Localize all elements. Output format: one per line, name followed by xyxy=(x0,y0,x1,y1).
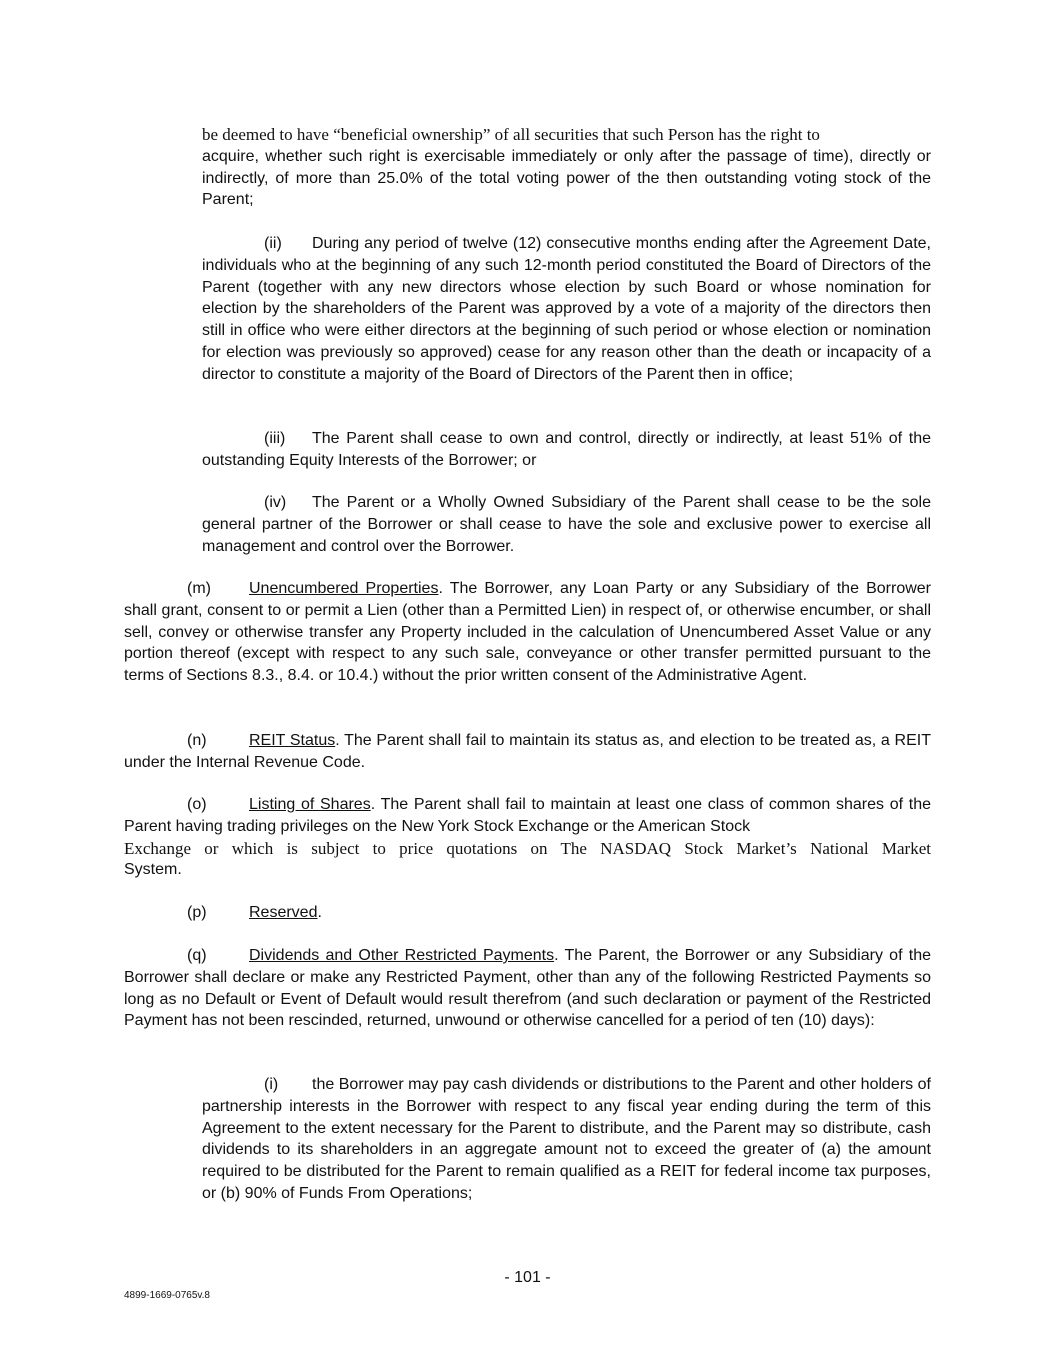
clause-i-text: the Borrower may pay cash dividends or distributions to the Parent and other holders of partnership interests in the Borrower with respect to any fiscal year ending during the term of this Agreement to the extent necessary for the Parent to distribute, and the Parent may so distribute, cash dividends to its shareholders in an aggregate amount not to exceed the greater of (a) the amount required to be distributed for the Parent to remain qualified as a REIT for federal income tax purposes, or (b) 90% of Funds From Operations; xyxy=(202,1076,931,1202)
page-number: - 101 - xyxy=(504,1269,551,1286)
clause-ii-label: (ii) xyxy=(264,235,282,252)
document-id: 4899-1669-0765v.8 xyxy=(124,1290,210,1301)
section-q-title: Dividends and Other Restricted Payments xyxy=(249,947,555,964)
section-o-last-line: System. xyxy=(124,861,182,879)
section-p xyxy=(124,902,931,924)
clause-ii-text: During any period of twelve (12) consecutive months ending after the Agreement Date, individuals who at the beginning of any such 12-month period constituted the Board of Directors of the Parent (together with any new directors whose election by such Board or whose nomination for election by the shareholders of the Parent was approved by a vote of a majority of the directors then still in office who were either directors at the beginning of such period or whose election or nomination for election was previously so approved) cease for any reason other than the death or incapacity of a director to constitute a majority of the Board of Directors of the Parent then in office; xyxy=(202,235,931,383)
section-n xyxy=(124,730,931,774)
section-m-label: (m) xyxy=(187,580,211,597)
continuation-line-serif: be deemed to have “beneficial ownership” of all securities that such Person has the right to xyxy=(202,125,820,144)
section-o-label: (o) xyxy=(187,796,207,813)
section-n-label: (n) xyxy=(187,732,207,749)
section-q-text: . The Parent, the Borrower or any Subsidiary of the Borrower shall declare or make any Restricted Payment, other than any of the following Restricted Payments so long as no Default or Event of Default would result therefrom (and such declaration or payment of the Restricted Payment has not been rescinded, returned, unwound or otherwise cancelled for a period of ten (10) days): xyxy=(124,947,932,1030)
clause-iii-label: (iii) xyxy=(264,430,286,447)
section-n-title: REIT Status xyxy=(249,732,336,749)
section-o xyxy=(124,794,931,881)
section-o-text: . The Parent shall fail to maintain at least one class of common shares of the Parent having trading privileges on the New York Stock Exchange or the American Stock xyxy=(124,796,931,835)
section-n-text: . The Parent shall fail to maintain its status as, and election to be treated as, a REIT under the Internal Revenue Code. xyxy=(124,732,931,771)
section-o-title: Listing of Shares xyxy=(249,796,371,813)
clause-iv xyxy=(202,492,931,557)
section-m-title: Unencumbered Properties xyxy=(249,580,439,597)
clause-iii xyxy=(202,428,931,472)
clause-i-label: (i) xyxy=(264,1076,279,1093)
clause-i xyxy=(202,1074,931,1205)
continuation-paragraph xyxy=(202,124,931,211)
section-q-label: (q) xyxy=(187,947,207,964)
clause-ii xyxy=(202,233,931,386)
section-o-serif-line: Exchange or which is subject to price quotations on The NASDAQ Stock Market’s National Market xyxy=(124,838,931,858)
clause-iv-text: The Parent or a Wholly Owned Subsidiary of the Parent shall cease to be the sole general partner of the Borrower or shall cease to have the sole and exclusive power to exercise all management and control over the Borrower. xyxy=(202,494,931,555)
section-p-label: (p) xyxy=(187,904,207,921)
section-p-title: Reserved xyxy=(249,904,318,921)
clause-iv-label: (iv) xyxy=(264,494,287,511)
section-m-text: . The Borrower, any Loan Party or any Subsidiary of the Borrower shall grant, consent to or permit a Lien (other than a Permitted Lien) in respect of, or otherwise encumber, or shall sell, convey or otherwise transfer any Property included in the calculation of Unencumbered Asset Value or any portion thereof (except with respect to any such sale, conveyance or other transfer permitted pursuant to the terms of Sections 8.3., 8.4. or 10.4.) without the prior written consent of the Administrative Agent. xyxy=(124,580,932,685)
section-q xyxy=(124,945,931,1032)
clause-iii-text: The Parent shall cease to own and control, directly or indirectly, at least 51% of the outstanding Equity Interests of the Borrower; or xyxy=(202,430,931,469)
section-m xyxy=(124,578,931,687)
section-p-text: . xyxy=(317,904,322,921)
continuation-text: acquire, whether such right is exercisable immediately or only after the passage of time), directly or indirectly, of more than 25.0% of the total voting power of the then outstanding voting stock of the Parent; xyxy=(202,147,931,209)
